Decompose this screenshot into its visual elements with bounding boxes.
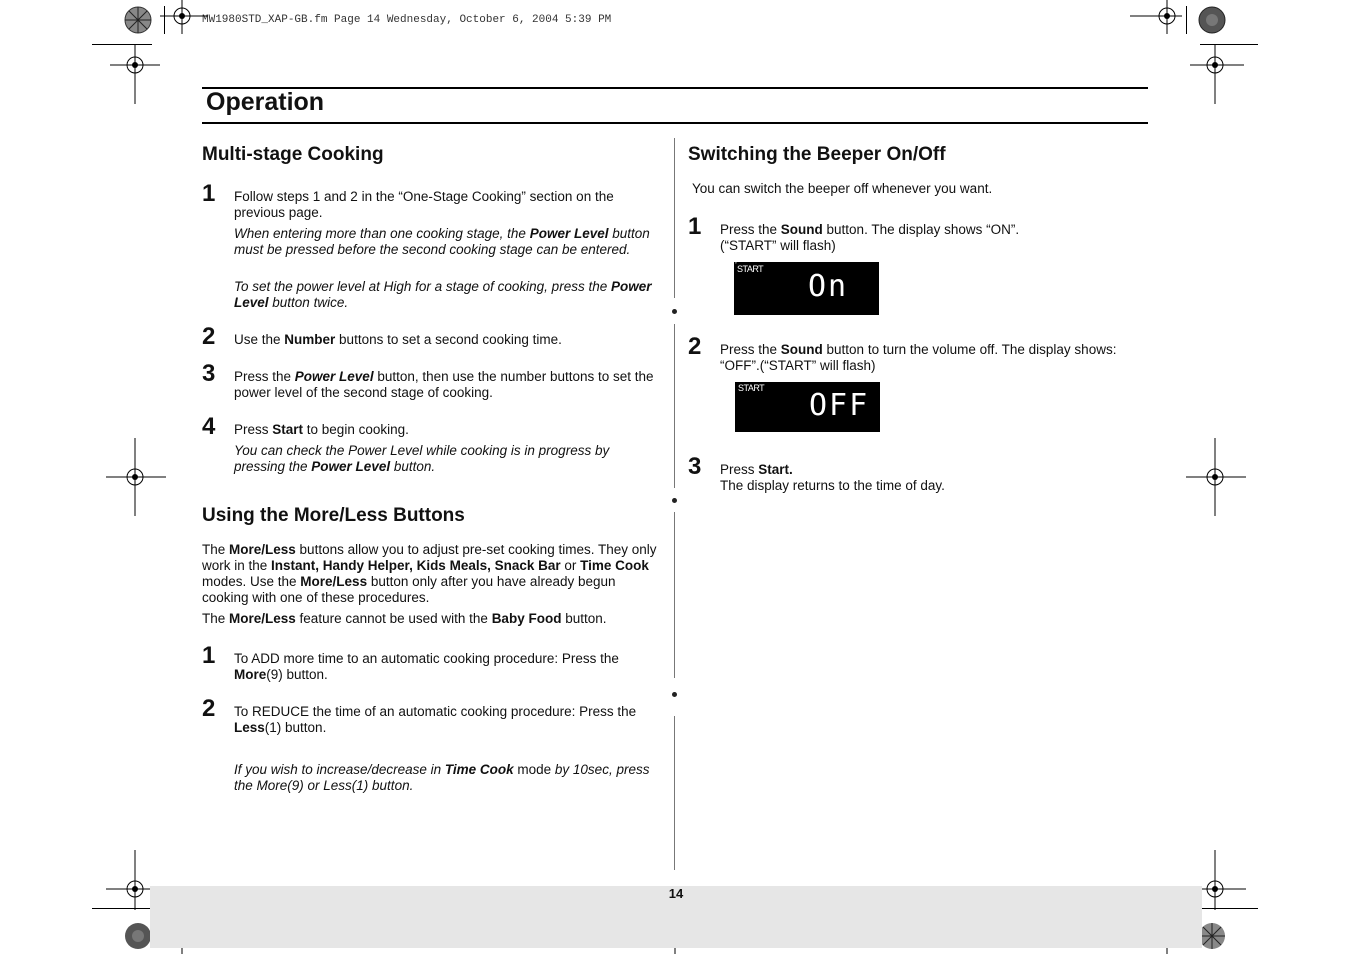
column-divider	[674, 138, 675, 298]
display-value: OFF	[809, 388, 870, 423]
printer-rosette-icon	[122, 4, 154, 36]
column-divider	[674, 324, 675, 488]
step-text: Press the Sound button to turn the volume off. The display shows: “OFF”.(“START” will flash)	[720, 342, 1117, 373]
step-number: 1	[688, 213, 702, 240]
step-text: Press the Sound button. The display shows “ON”. (“START” will flash)	[720, 222, 1020, 253]
step-text: Follow steps 1 and 2 in the “One-Stage Cooking” section on the previous page.	[234, 189, 614, 220]
page-title: Operation	[206, 88, 325, 116]
step-number: 3	[202, 360, 216, 387]
lcd-display-off	[735, 382, 880, 432]
step-number: 1	[202, 180, 216, 207]
step-text: Press Start. The display returns to the time of day.	[720, 462, 945, 493]
step-number: 2	[202, 695, 216, 722]
display-value: On	[808, 269, 849, 304]
moreless-heading: Using the More/Less Buttons	[202, 505, 465, 526]
column-divider	[674, 512, 675, 678]
step-text: To ADD more time to an automatic cooking procedure: Press the More(9) button.	[234, 651, 619, 682]
step-number: 3	[688, 453, 702, 480]
crosshair-icon	[160, 0, 208, 34]
crosshair-icon	[106, 438, 166, 516]
title-rule-bottom	[202, 122, 1148, 124]
page-footer	[150, 886, 1202, 948]
title-rule-top	[202, 87, 1148, 89]
start-label: START	[738, 383, 765, 393]
note-text: If you wish to increase/decrease in Time Cook mode by 10sec, press the More(9) or Less(1) button.	[234, 762, 650, 793]
crosshair-icon	[1186, 438, 1246, 516]
step-text: To REDUCE the time of an automatic cooking procedure: Press the Less(1) button.	[234, 704, 637, 735]
beeper-heading: Switching the Beeper On/Off	[688, 144, 946, 165]
paragraph: The More/Less feature cannot be used with the Baby Food button.	[202, 611, 607, 626]
print-header: MW1980STD_XAP-GB.fm Page 14 Wednesday, October 6, 2004 5:39 PM	[202, 14, 612, 26]
start-label: START	[737, 264, 764, 274]
intro-text: You can switch the beeper off whenever you want.	[692, 181, 993, 196]
printer-rosette-icon	[1196, 4, 1228, 36]
divider-dot	[672, 309, 677, 314]
page-number: 14	[668, 886, 684, 901]
step-text: Use the Number buttons to set a second cooking time.	[234, 332, 562, 347]
step-text: Press Start to begin cooking.	[234, 422, 409, 437]
note-text: When entering more than one cooking stage, the Power Level button must be pressed before the second cooking stage can be entered.	[234, 226, 650, 257]
step-number: 2	[688, 333, 702, 360]
crosshair-icon	[110, 44, 160, 104]
crosshair-icon	[1190, 44, 1244, 104]
lcd-display-on: ’ START On	[734, 262, 879, 315]
divider-dot	[672, 498, 677, 503]
note-text: You can check the Power Level while cooking is in progress by pressing the Power Level button.	[234, 443, 610, 474]
multistage-heading: Multi-stage Cooking	[202, 144, 384, 165]
step-text: Press the Power Level button, then use the number buttons to set the power level of the second stage of cooking.	[234, 369, 654, 400]
column-divider	[674, 716, 675, 870]
step-number: 2	[202, 323, 216, 350]
step-number: 4	[202, 413, 216, 440]
step-number: 1	[202, 642, 216, 669]
divider-dot	[672, 692, 677, 697]
note-text: To set the power level at High for a stage of cooking, press the Power Level button twice.	[234, 279, 652, 310]
paragraph: The More/Less buttons allow you to adjust pre-set cooking times. They only work in the Instant, Handy Helper, Kids Meals, Snack Bar or Time Cook modes. Use the More/Less button only after you have already begun cooking with one of these procedures.	[202, 542, 657, 605]
crosshair-icon	[1130, 0, 1182, 34]
